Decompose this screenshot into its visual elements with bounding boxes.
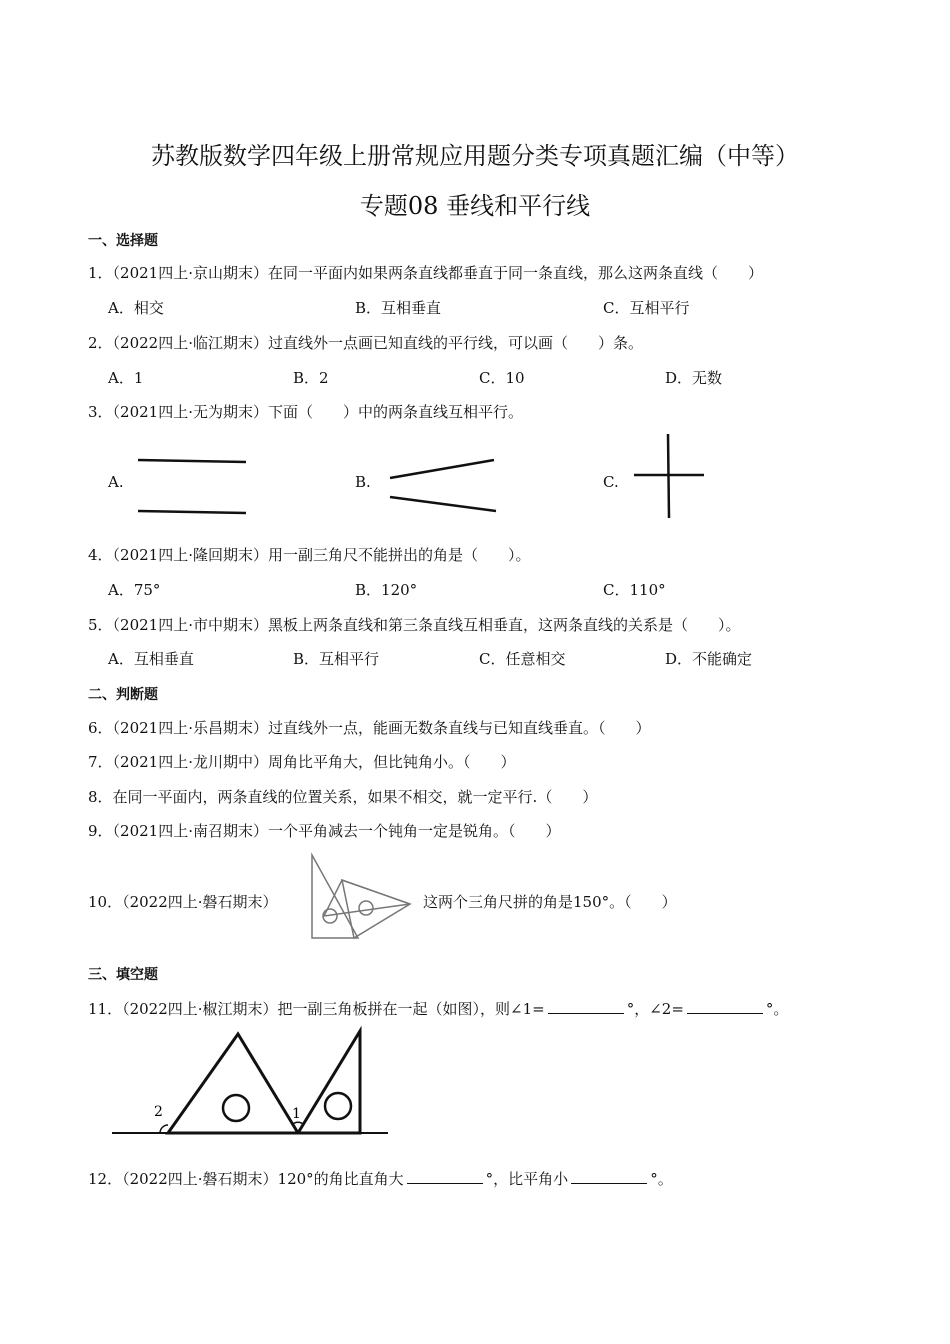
question-11 — [88, 998, 788, 1019]
q1-option-c: C．互相平行 — [603, 299, 690, 317]
question-3: 3．（2021四上·无为期末）下面（ ）中的两条直线互相平行。 — [88, 403, 523, 421]
q2-option-c: C．10 — [479, 369, 525, 387]
page-subtitle: 专题08 垂线和平行线 — [359, 192, 591, 220]
question-4: 4．（2021四上·隆回期末）用一副三角尺不能拼出的角是（ ）。 — [88, 546, 531, 564]
angle-1-label: 1 — [292, 1106, 301, 1122]
q3-option-c: C. — [603, 473, 619, 491]
page-title: 苏教版数学四年级上册常规应用题分类专项真题汇编（中等） — [151, 142, 799, 170]
question-2: 2．（2022四上·临江期末）过直线外一点画已知直线的平行线，可以画（ ）条。 — [88, 334, 643, 352]
q11-answer-blank-2[interactable] — [687, 1012, 763, 1014]
q5-option-d: D．不能确定 — [665, 650, 753, 668]
q2-option-b: B．2 — [293, 369, 329, 387]
q4-option-b: B．120° — [355, 581, 418, 599]
q10-triangles-figure — [306, 852, 416, 942]
question-8: 8．在同一平面内，两条直线的位置关系，如果不相交，就一定平行.（ ） — [88, 788, 598, 806]
q12-answer-blank-1[interactable] — [407, 1182, 483, 1184]
question-12 — [88, 1168, 673, 1189]
question-1: 1．（2021四上·京山期末）在同一平面内如果两条直线都垂直于同一条直线，那么这两条直线（ ） — [88, 264, 763, 282]
q2-option-d: D．无数 — [665, 369, 723, 387]
q5-option-b: B．互相平行 — [293, 650, 380, 668]
angle-2-label: 2 — [154, 1104, 163, 1120]
q11-triangles-figure — [110, 1028, 390, 1140]
q11-mid: °，∠2= — [626, 1000, 684, 1018]
q12-mid: °，比平角小 — [485, 1170, 569, 1188]
question-9: 9．（2021四上·南召期末）一个平角减去一个钝角一定是锐角。（ ） — [88, 822, 561, 840]
section-heading-judge: 二、判断题 — [88, 687, 158, 703]
question-7: 7．（2021四上·龙川期中）周角比平角大，但比钝角小。（ ） — [88, 753, 516, 771]
q11-answer-blank-1[interactable] — [548, 1012, 624, 1014]
question-6: 6．（2021四上·乐昌期末）过直线外一点，能画无数条直线与已知直线垂直。（ ） — [88, 719, 651, 737]
q4-option-c: C．110° — [603, 581, 666, 599]
q3-figure-b — [380, 450, 510, 525]
q3-figure-c — [630, 430, 710, 522]
q3-option-a: A. — [108, 473, 124, 491]
q2-option-a: A．1 — [108, 369, 144, 387]
q12-prefix: 12．（2022四上·磐石期末）120°的角比直角大 — [88, 1170, 404, 1188]
question-10-suffix: 这两个三角尺拼的角是150°。（ ） — [423, 893, 677, 911]
q5-option-a: A．互相垂直 — [108, 650, 194, 668]
q11-end: °。 — [765, 1000, 789, 1018]
q12-answer-blank-2[interactable] — [571, 1182, 647, 1184]
q12-end: °。 — [650, 1170, 673, 1188]
section-heading-choice: 一、选择题 — [88, 233, 158, 249]
question-10-prefix: 10．（2022四上·磐石期末） — [88, 893, 278, 911]
q4-option-a: A．75° — [108, 581, 161, 599]
q1-option-a: A．相交 — [108, 299, 164, 317]
q3-figure-a — [130, 450, 260, 525]
q5-option-c: C．任意相交 — [479, 650, 566, 668]
section-heading-fill: 三、填空题 — [88, 967, 158, 983]
q3-option-b: B. — [355, 473, 371, 491]
q11-prefix: 11．（2022四上·椒江期末）把一副三角板拼在一起（如图），则∠1= — [88, 1000, 545, 1018]
question-5: 5．（2021四上·市中期末）黑板上两条直线和第三条直线互相垂直，这两条直线的关系是（ ）。 — [88, 616, 741, 634]
q1-option-b: B．互相垂直 — [355, 299, 442, 317]
